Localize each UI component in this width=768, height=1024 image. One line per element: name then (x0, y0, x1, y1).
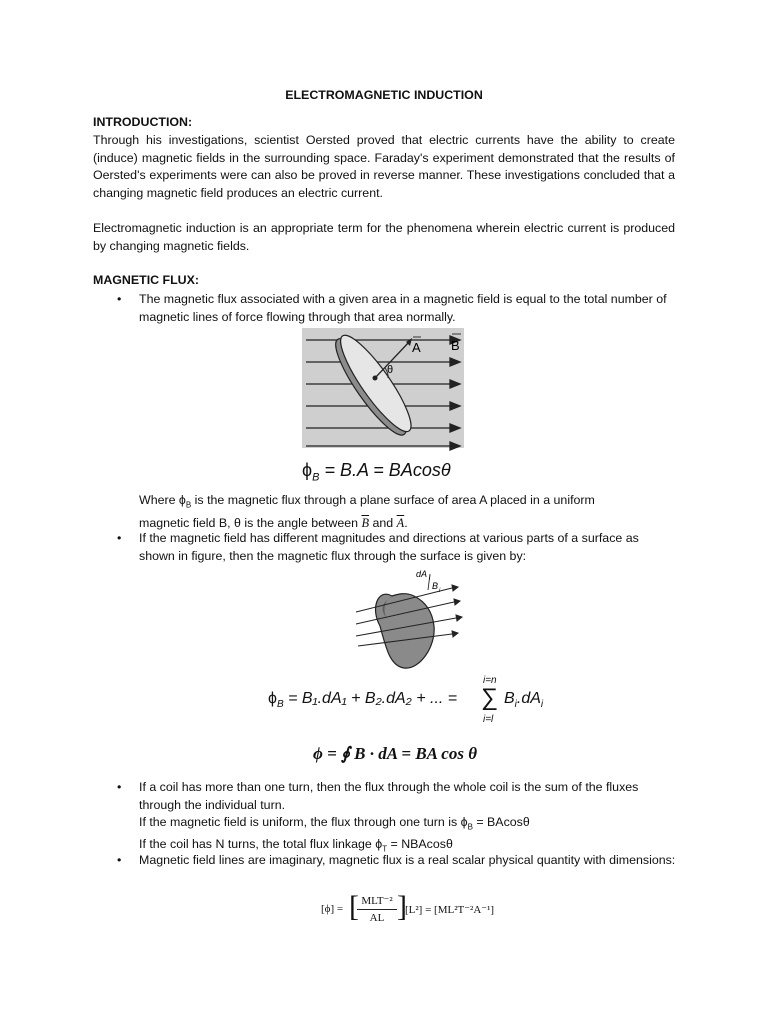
bullet-dot: • (117, 853, 122, 867)
page-title: ELECTROMAGNETIC INDUCTION (285, 88, 483, 102)
bullet-dot: • (117, 292, 122, 306)
flux-heading: MAGNETIC FLUX: (93, 273, 199, 287)
eq2-sum-symbol: ∑ (481, 684, 499, 711)
eq2-sum-bottom: i=l (483, 714, 494, 725)
where-text-b: is the magnetic flux through a plane surface of area A placed in a uniform (191, 493, 595, 507)
coil-line-3-sub: B (467, 822, 473, 832)
Bi-sub-label: i (439, 588, 441, 594)
eq2-term-sub: i (514, 699, 517, 711)
vector-A-label: A (412, 340, 421, 355)
Bi-label: B (432, 581, 439, 591)
eq4-numerator: MLT⁻² (361, 895, 393, 907)
eq4-lhs: [ϕ] = (321, 903, 344, 915)
coil-line-4-sub: T (382, 844, 388, 854)
field-B-label: B (451, 338, 460, 353)
equation-flux-uniform (302, 460, 451, 484)
coil-line-3a: If the magnetic field is uniform, the flux through one turn is ϕ (139, 815, 468, 830)
coil-line-4b: = NBAcosθ (387, 837, 453, 852)
bullet-text (139, 779, 677, 858)
eq4-rhs: [L²] = [ML²T⁻²A⁻¹] (405, 904, 495, 916)
equation-flux-sum (268, 690, 457, 710)
bullet-dot: • (117, 531, 122, 545)
eq4-bracket-right: ] (397, 890, 407, 923)
where-vector-A: $\overline{A}$ (396, 516, 405, 531)
coil-line-4a: If the coil has N turns, the total flux linkage ϕ (139, 837, 383, 852)
figure-plane-surface (300, 326, 470, 456)
bullet-text: If the magnetic field has different magnitudes and directions at various parts of a surface as shown in figure, then the magnetic flux through the surface is given by: (139, 531, 639, 563)
eq4-bracket-left: [ (349, 890, 359, 923)
eq2-sum-top: i=n (483, 675, 497, 686)
where-text-a: Where ϕ (139, 493, 186, 507)
vector-origin (373, 376, 378, 381)
where-and: and (369, 516, 397, 531)
equation-flux-integral (313, 744, 477, 764)
where-text-c: magnetic field B, θ is the angle between (139, 516, 362, 531)
eq2-phi: ϕ (268, 690, 277, 707)
theta-label: θ (387, 364, 394, 376)
intro-heading: INTRODUCTION: (93, 115, 193, 129)
figure-curved-surface (348, 568, 468, 674)
where-sub: B (185, 500, 192, 510)
intro-paragraph-1: Through his investigations, scientist Oersted proved that electric currents have the ability to create (induce) magnetic fields in the surrounding space. Faraday's experiment demonstrated that the results of Oersted's experiments were can also be proved in reverse manner. These investigations concluded that a changing magnetic field produces an electric current. (93, 133, 675, 200)
eq1-rhs: = B.A = BAcosθ (319, 460, 451, 480)
dA-sub-label: i (429, 576, 431, 582)
eq1-sub: B (312, 471, 320, 484)
eq4-denominator: AL (369, 912, 385, 924)
eq2-term (504, 690, 543, 710)
bullet-text: The magnetic flux associated with a given area in a magnetic field is equal to the total number of magnetic lines of force flowing through that area normally. (139, 292, 667, 324)
coil-line-3b: = BAcosθ (472, 815, 530, 830)
where-end: . (404, 516, 408, 531)
dA-label: dA (416, 569, 428, 579)
eq3-main: B · dA = BA cos θ (354, 744, 478, 763)
eq2-term-B: B (504, 690, 515, 707)
where-note (139, 491, 679, 532)
eq1-phi: ϕ (302, 460, 313, 480)
eq2-term-dA: .dA (516, 690, 541, 707)
bullet-text: Magnetic field lines are imaginary, magnetic flux is a real scalar physical quantity with dimensions: (139, 853, 676, 867)
bullet-dot: • (117, 780, 122, 794)
eq3-pre: ϕ = ∮ (313, 744, 355, 763)
eq2-lhs-sub: B (276, 699, 284, 711)
eq2-term-sub2: i (540, 699, 544, 711)
where-vector-B: $\overline{B}$ (361, 516, 370, 531)
coil-line-1: If a coil has more than one turn, then the flux through the whole coil is the sum of the fluxes (139, 780, 639, 794)
eq4-fraction-bar (357, 909, 397, 910)
eq2-body: = B₁.dA₁ + B₂.dA₂ + ... = (283, 690, 458, 707)
coil-line-2: through the individual turn. (139, 797, 286, 812)
intro-paragraph-2: Electromagnetic induction is an appropriate term for the phenomena wherein electric current is produced by changing magnetic fields. (93, 221, 675, 253)
